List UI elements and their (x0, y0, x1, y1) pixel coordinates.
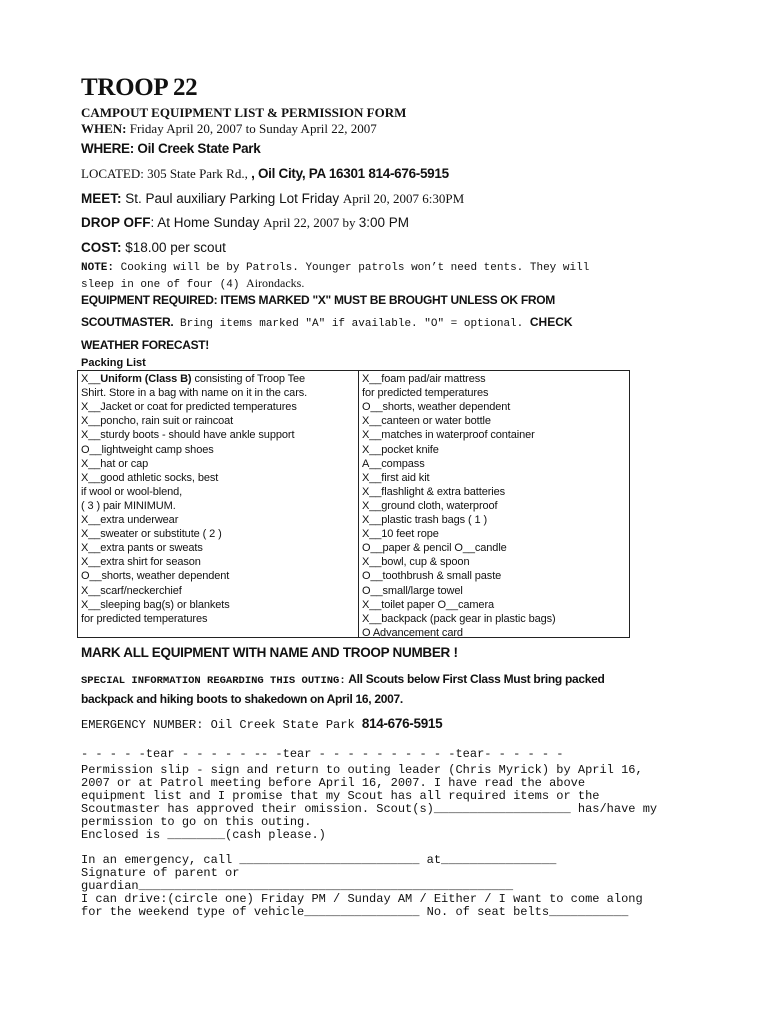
meet-value: St. Paul auxiliary Parking Lot Friday (121, 191, 343, 206)
packing-item-left (81, 372, 305, 386)
note-text-2-end: Airondacks. (246, 276, 305, 290)
packing-item-marker: X__ (81, 584, 101, 597)
dropoff-time: 3:00 PM (358, 215, 410, 230)
packing-item-marker: X__ (81, 373, 101, 385)
permission-slip-line: I can drive:(circle one) Friday PM / Sunday AM / Either / I want to come along (81, 892, 643, 906)
permission-slip-line: permission to go on this outing. (81, 814, 312, 829)
packing-item-right (362, 555, 469, 569)
packing-item-marker: X__ (362, 514, 382, 526)
dropoff-date: April 22, 2007 by (263, 215, 359, 230)
packing-item-text: matches in waterproof container (381, 429, 535, 442)
packing-item-text: scarf/neckerchief (100, 584, 182, 597)
troop-title: TROOP 22 (81, 74, 198, 101)
packing-item-marker: X__ (81, 598, 101, 611)
packing-item-right (362, 612, 556, 626)
packing-item-text: bowl, cup & spoon (381, 556, 470, 569)
packing-item-right (362, 414, 491, 428)
packing-item-text: pocket knife (381, 443, 439, 456)
tear-line: - - - - -tear - - - - - -- -tear - - - - - - - - - -tear- - - - - - (81, 747, 564, 761)
packing-item-text: sleeping bag(s) or blankets (100, 598, 230, 611)
packing-item-text: flashlight & extra batteries (381, 485, 506, 498)
packing-item-text: extra pants or sweats (100, 542, 203, 555)
packing-item-marker: X__ (362, 443, 382, 456)
permission-slip-line: Enclosed is ________(cash please.) (81, 827, 326, 842)
form-subtitle: CAMPOUT EQUIPMENT LIST & PERMISSION FORM (81, 105, 407, 120)
packing-item-text: extra underwear (100, 514, 179, 526)
packing-item-marker: X__ (362, 499, 382, 512)
packing-item-right (362, 598, 494, 612)
packing-item-text: extra shirt for season (100, 556, 201, 569)
permission-slip-line: for the weekend type of vehicle________________ No. of seat belts___________ (81, 904, 629, 919)
packing-item-right (362, 569, 501, 583)
special-information-line (81, 670, 605, 688)
permission-slip-line: 2007 or at Patrol meeting before April 16, 2007. I have read the above (81, 775, 586, 790)
emergency-number-line (81, 715, 442, 733)
note-line-2 (81, 276, 304, 291)
equipment-required-line: EQUIPMENT REQUIRED: ITEMS MARKED "X" MUST BE BROUGHT UNLESS OK FROM (81, 293, 555, 307)
packing-item-text: for predicted temperatures (81, 612, 208, 625)
packing-item-text: ( 3 ) pair MINIMUM. (81, 499, 176, 512)
packing-item-left (81, 612, 207, 626)
packing-list-left-column (78, 371, 359, 637)
equipment-instructions: Bring items marked "A" if available. "O" = optional. (173, 318, 530, 330)
packing-item-text: toilet paper O__camera (381, 598, 495, 611)
located-value: , Oil City, PA 16301 814-676-5915 (251, 166, 449, 181)
packing-item-left (81, 400, 297, 414)
packing-item-marker: O__ (362, 570, 383, 583)
packing-item-right (362, 386, 488, 400)
packing-item-left (81, 569, 229, 583)
packing-item-marker: O__ (81, 443, 102, 456)
packing-item-right (362, 513, 487, 527)
permission-slip-line: In an emergency, call _________________________ at________________ (81, 853, 557, 868)
cost-label: COST: (81, 240, 122, 255)
packing-item-text: 10 feet rope (381, 528, 439, 541)
packing-item-left (81, 513, 178, 527)
packing-item-text: good athletic socks, best (100, 471, 219, 484)
packing-item-marker: X__ (81, 528, 101, 541)
packing-item-left (81, 414, 233, 428)
packing-item-text: poncho, rain suit or raincoat (100, 415, 234, 428)
packing-item-text: Shirt. Store in a bag with name on it in the cars. (81, 387, 308, 400)
packing-item-marker: X__ (362, 429, 382, 442)
packing-item-text: consisting of Troop Tee (191, 373, 306, 385)
when-line (81, 121, 377, 137)
note-text-1: Cooking will be by Patrols. Younger patrols won’t need tents. They will (114, 262, 590, 274)
packing-item-text: canteen or water bottle (381, 415, 491, 428)
packing-item-marker: X__ (81, 401, 101, 414)
packing-item-text: for predicted temperatures (362, 387, 489, 400)
special-information-label: SPECIAL INFORMATION REGARDING THIS OUTING: (81, 675, 346, 687)
packing-item-left (81, 428, 294, 442)
emergency-label: EMERGENCY NUMBER: Oil Creek State Park (81, 718, 362, 732)
packing-item-right (362, 428, 535, 442)
packing-list-right-column (359, 371, 629, 637)
emergency-phone: 814-676-5915 (361, 716, 443, 731)
packing-item-marker: O (362, 626, 371, 639)
packing-item-text: paper & pencil O__candle (382, 542, 507, 555)
packing-item-left (81, 598, 230, 612)
permission-slip-line: guardian____________________________________________________ (81, 879, 514, 894)
packing-item-marker: X__ (81, 457, 101, 470)
packing-item-right (362, 485, 505, 499)
packing-item-text: plastic trash bags ( 1 ) (381, 514, 488, 526)
permission-slip-line: Signature of parent or (81, 866, 240, 881)
packing-item-right (362, 372, 486, 386)
packing-item-left (81, 499, 176, 513)
dropoff-label: DROP OFF (81, 215, 151, 230)
packing-item-marker: X__ (362, 485, 382, 498)
packing-item-left (81, 457, 148, 471)
cost-line (81, 240, 226, 255)
meet-line (81, 191, 464, 207)
located-label: LOCATED: 305 State Park Rd., (81, 166, 252, 181)
packing-item-marker: X__ (362, 598, 382, 611)
packing-item-right (362, 400, 510, 414)
packing-item-right (362, 626, 463, 640)
permission-slip-line: Permission slip - sign and return to outing leader (Chris Myrick) by April 16, (81, 763, 643, 777)
packing-item-marker: X__ (81, 542, 101, 555)
equipment-instructions-line (81, 315, 573, 330)
packing-item-text: if wool or wool-blend, (81, 485, 183, 498)
packing-item-right (362, 443, 439, 457)
meet-label: MEET: (81, 191, 122, 206)
packing-item-text: backpack (pack gear in plastic bags) (381, 612, 556, 625)
packing-item-right (362, 457, 425, 471)
packing-item-marker: X__ (81, 415, 101, 428)
packing-item-text: Advancement card (370, 626, 463, 639)
packing-item-text: shorts, weather dependent (382, 401, 511, 414)
packing-item-text: Jacket or coat for predicted temperatures (100, 401, 297, 414)
special-information-text-1: All Scouts below First Class Must bring packed (345, 672, 605, 686)
packing-item-right (362, 499, 498, 513)
note-text-2: sleep in one of four (4) (81, 279, 247, 291)
meet-date: April 20, 2007 6:30PM (342, 191, 465, 206)
packing-item-text: sturdy boots - should have ankle support (100, 429, 295, 442)
packing-item-left (81, 471, 218, 485)
packing-item-text: foam pad/air mattress (381, 373, 486, 385)
packing-item-text: toothbrush & small paste (382, 570, 502, 583)
packing-item-marker: X__ (81, 471, 101, 484)
packing-item-marker: O__ (362, 584, 383, 597)
packing-item-left (81, 527, 222, 541)
packing-item-marker: O__ (362, 542, 383, 555)
dropoff-value: : At Home Sunday (150, 215, 264, 230)
packing-list-title: Packing List (81, 357, 146, 369)
special-information-text-2: backpack and hiking boots to shakedown on April 16, 2007. (81, 692, 403, 706)
packing-item-right (362, 471, 430, 485)
packing-item-text: first aid kit (381, 471, 430, 484)
scoutmaster-label: SCOUTMASTER. (81, 315, 174, 329)
packing-item-text: sweater or substitute ( 2 ) (100, 528, 222, 541)
packing-item-marker: X__ (362, 415, 382, 428)
permission-slip-line: equipment list and I promise that my Scout has all required items or the (81, 788, 600, 803)
packing-item-text: hat or cap (100, 457, 149, 470)
packing-item-marker: X__ (362, 471, 382, 484)
permission-slip-line: Scoutmaster has approved their omission. Scout(s)___________________ has/have my (81, 801, 658, 816)
packing-item-text: small/large towel (382, 584, 463, 597)
where-line: WHERE: Oil Creek State Park (81, 141, 261, 156)
packing-item-marker: O__ (362, 401, 383, 414)
packing-item-marker: A__ (362, 457, 382, 470)
packing-item-marker: X__ (362, 612, 382, 625)
packing-item-left (81, 485, 182, 499)
packing-item-left (81, 443, 214, 457)
packing-item-left (81, 541, 203, 555)
packing-item-marker: X__ (362, 528, 382, 541)
mark-all-equipment-notice: MARK ALL EQUIPMENT WITH NAME AND TROOP NUMBER ! (81, 645, 458, 660)
packing-item-left (81, 584, 182, 598)
note-label: NOTE: (81, 262, 115, 274)
packing-item-text: ground cloth, waterproof (381, 499, 498, 512)
packing-item-text: lightweight camp shoes (101, 443, 214, 456)
cost-value: $18.00 per scout (121, 240, 226, 255)
packing-item-bold-text: Uniform (Class B) (100, 373, 192, 385)
packing-item-text: shorts, weather dependent (101, 570, 230, 583)
packing-item-right (362, 527, 439, 541)
located-line (81, 166, 449, 182)
packing-item-left (81, 386, 307, 400)
check-label: CHECK (529, 315, 573, 329)
when-label: WHEN: (81, 121, 127, 136)
packing-item-marker: X__ (362, 556, 382, 569)
dropoff-line (81, 215, 409, 231)
packing-item-marker: O__ (81, 570, 102, 583)
packing-item-marker: X__ (362, 373, 382, 385)
packing-item-marker: X__ (81, 514, 101, 526)
weather-forecast-line: WEATHER FORECAST! (81, 338, 210, 352)
packing-item-marker: X__ (81, 556, 101, 569)
packing-list-table (77, 370, 630, 638)
packing-item-marker: X__ (81, 429, 101, 442)
when-value: Friday April 20, 2007 to Sunday April 22, 2007 (126, 121, 377, 136)
note-line-1 (81, 262, 589, 274)
packing-item-right (362, 541, 507, 555)
packing-item-right (362, 584, 463, 598)
packing-item-left (81, 555, 201, 569)
packing-item-text: compass (381, 457, 425, 470)
